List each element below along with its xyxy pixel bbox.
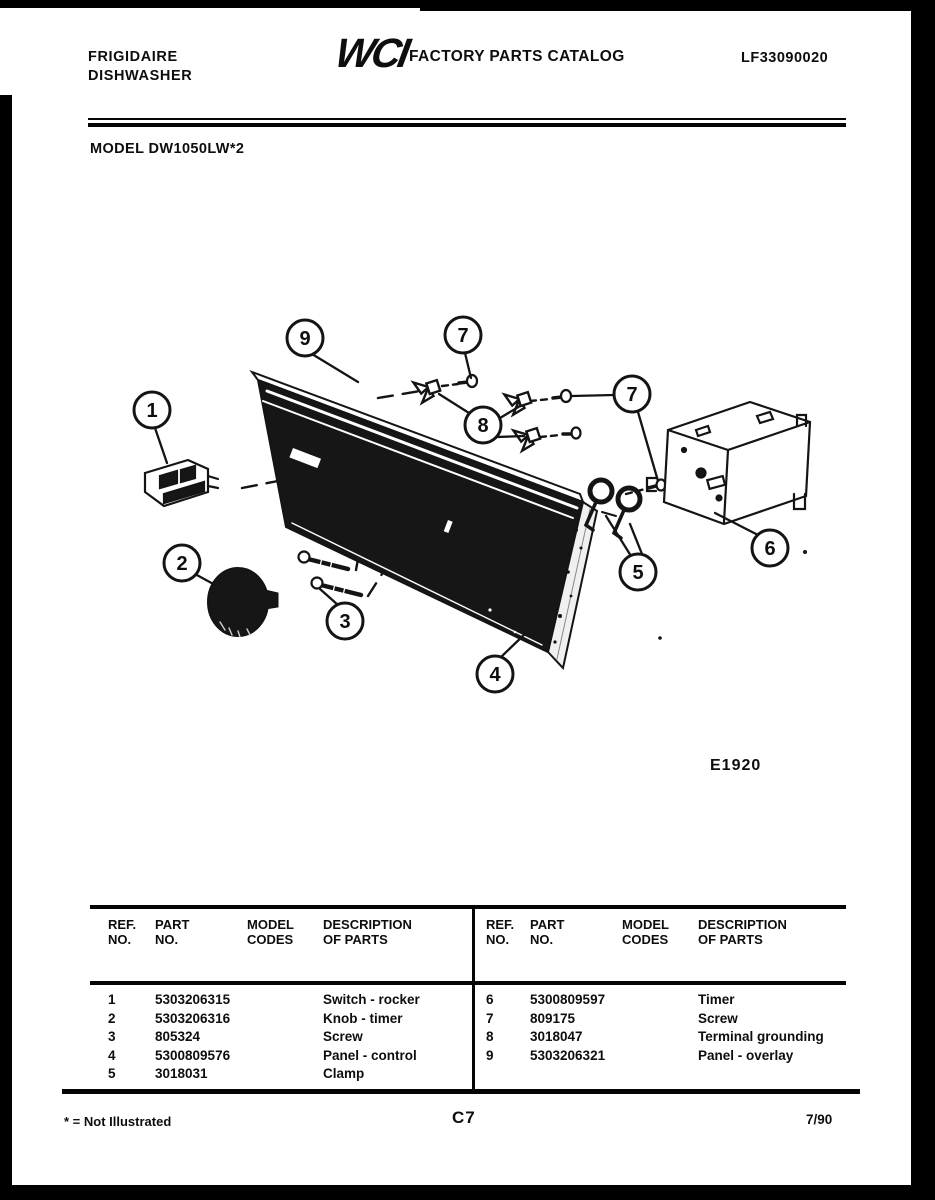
callout-9 — [287, 320, 323, 356]
part-no: 3018047 — [530, 1029, 583, 1045]
table-rows-right — [486, 991, 868, 1065]
description: Clamp — [323, 1066, 365, 1082]
model-codes — [622, 1010, 698, 1029]
wci-logo: WCI — [332, 30, 411, 76]
callout-8 — [465, 407, 501, 443]
diagram-code: E1920 — [710, 757, 762, 774]
description: Screw — [323, 1029, 363, 1045]
brand-block — [88, 48, 192, 86]
svg-text:5: 5 — [632, 562, 644, 584]
model-codes — [247, 1010, 323, 1029]
callout-5 — [620, 554, 656, 590]
callout-7-right — [614, 376, 650, 412]
document-number: LF33090020 — [741, 50, 829, 66]
svg-text:7: 7 — [457, 325, 469, 347]
ref-no: 5 — [108, 1066, 116, 1082]
ref-no: 8 — [486, 1029, 494, 1045]
model-codes — [247, 1065, 323, 1084]
description: Panel - control — [323, 1047, 417, 1063]
callout-4 — [477, 656, 513, 692]
model-codes — [247, 991, 323, 1010]
ref-no: 7 — [486, 1010, 494, 1026]
callout-6 — [752, 530, 788, 566]
col-part: PART — [155, 917, 190, 932]
col-codes: MODEL — [622, 917, 669, 932]
table-rule-header — [90, 981, 846, 985]
col-ref: REF. — [108, 917, 137, 932]
model-codes — [622, 1047, 698, 1066]
col-desc: DESCRIPTION — [323, 917, 412, 932]
callout-1 — [134, 392, 170, 428]
description: Switch - rocker — [323, 992, 420, 1007]
model-codes — [247, 1028, 323, 1047]
model-codes — [622, 991, 698, 1010]
part-no: 809175 — [530, 1010, 576, 1026]
ref-no: 9 — [486, 1047, 494, 1063]
svg-text:6: 6 — [764, 538, 776, 560]
ref-no: 4 — [108, 1047, 116, 1063]
table-rows-left — [108, 991, 493, 1084]
parts-table — [90, 905, 846, 1093]
ref-no: 6 — [486, 992, 494, 1007]
model-codes — [247, 1047, 323, 1066]
part-no: 3018031 — [155, 1066, 208, 1082]
description: Screw — [698, 1010, 738, 1026]
parts-diagram — [60, 280, 880, 810]
svg-text:1: 1 — [146, 400, 158, 422]
rocker-switch-drawing — [145, 460, 218, 506]
brand-name: FRIGIDAIRE — [88, 49, 178, 65]
footer-rule — [62, 1089, 860, 1094]
part-no: 5303206315 — [155, 992, 231, 1007]
part-no: 5300809576 — [155, 1047, 231, 1063]
revision-date: 7/90 — [806, 1112, 833, 1127]
part-no: 5303206316 — [155, 1010, 231, 1026]
part-no: 805324 — [155, 1029, 201, 1045]
model-codes — [622, 1028, 698, 1047]
part-no: 5300809597 — [530, 992, 606, 1007]
description: Terminal grounding — [698, 1029, 824, 1045]
page-code: C7 — [452, 1108, 476, 1127]
col-part: PART — [530, 917, 565, 932]
callout-2 — [164, 545, 200, 581]
catalog-title: FACTORY PARTS CATALOG — [409, 48, 625, 65]
description: Knob - timer — [323, 1010, 403, 1026]
col-desc: DESCRIPTION — [698, 917, 787, 932]
ref-no: 3 — [108, 1029, 116, 1045]
col-ref: REF. — [486, 917, 515, 932]
description: Timer — [698, 992, 735, 1007]
control-panel-drawing — [252, 372, 597, 668]
table-header-left: REF. NO. PART NO. MODEL CODES DESCRIPTION OF PARTS — [108, 917, 493, 947]
timer-knob-drawing — [208, 568, 278, 637]
scan-artifact-top-right — [420, 0, 935, 11]
model-number: MODEL DW1050LW*2 — [90, 141, 245, 157]
not-illustrated-note: * = Not Illustrated — [64, 1114, 172, 1129]
timer-drawing — [647, 402, 810, 524]
scan-artifact-right — [911, 0, 935, 1200]
svg-text:7: 7 — [626, 384, 638, 406]
scan-artifact-left — [0, 95, 12, 1190]
table-header-right: REF. NO. PART NO. MODEL CODES DESCRIPTION OF PARTS — [486, 917, 868, 947]
svg-text:2: 2 — [176, 553, 188, 575]
ref-no: 1 — [108, 992, 116, 1007]
description: Panel - overlay — [698, 1047, 794, 1063]
col-codes: MODEL — [247, 917, 294, 932]
svg-text:8: 8 — [477, 415, 489, 437]
ref-no: 2 — [108, 1010, 116, 1026]
callout-3 — [327, 603, 363, 639]
part-no: 5303206321 — [530, 1047, 606, 1063]
callout-7-left — [445, 317, 481, 353]
scan-artifact-bottom — [0, 1185, 935, 1200]
svg-text:3: 3 — [339, 611, 351, 633]
svg-text:4: 4 — [489, 664, 501, 686]
svg-text:9: 9 — [299, 328, 311, 350]
table-rule-top — [90, 905, 846, 909]
header-rule-thin — [88, 118, 846, 120]
header-rule-thick — [88, 123, 846, 127]
brand-product: DISHWASHER — [88, 68, 193, 84]
